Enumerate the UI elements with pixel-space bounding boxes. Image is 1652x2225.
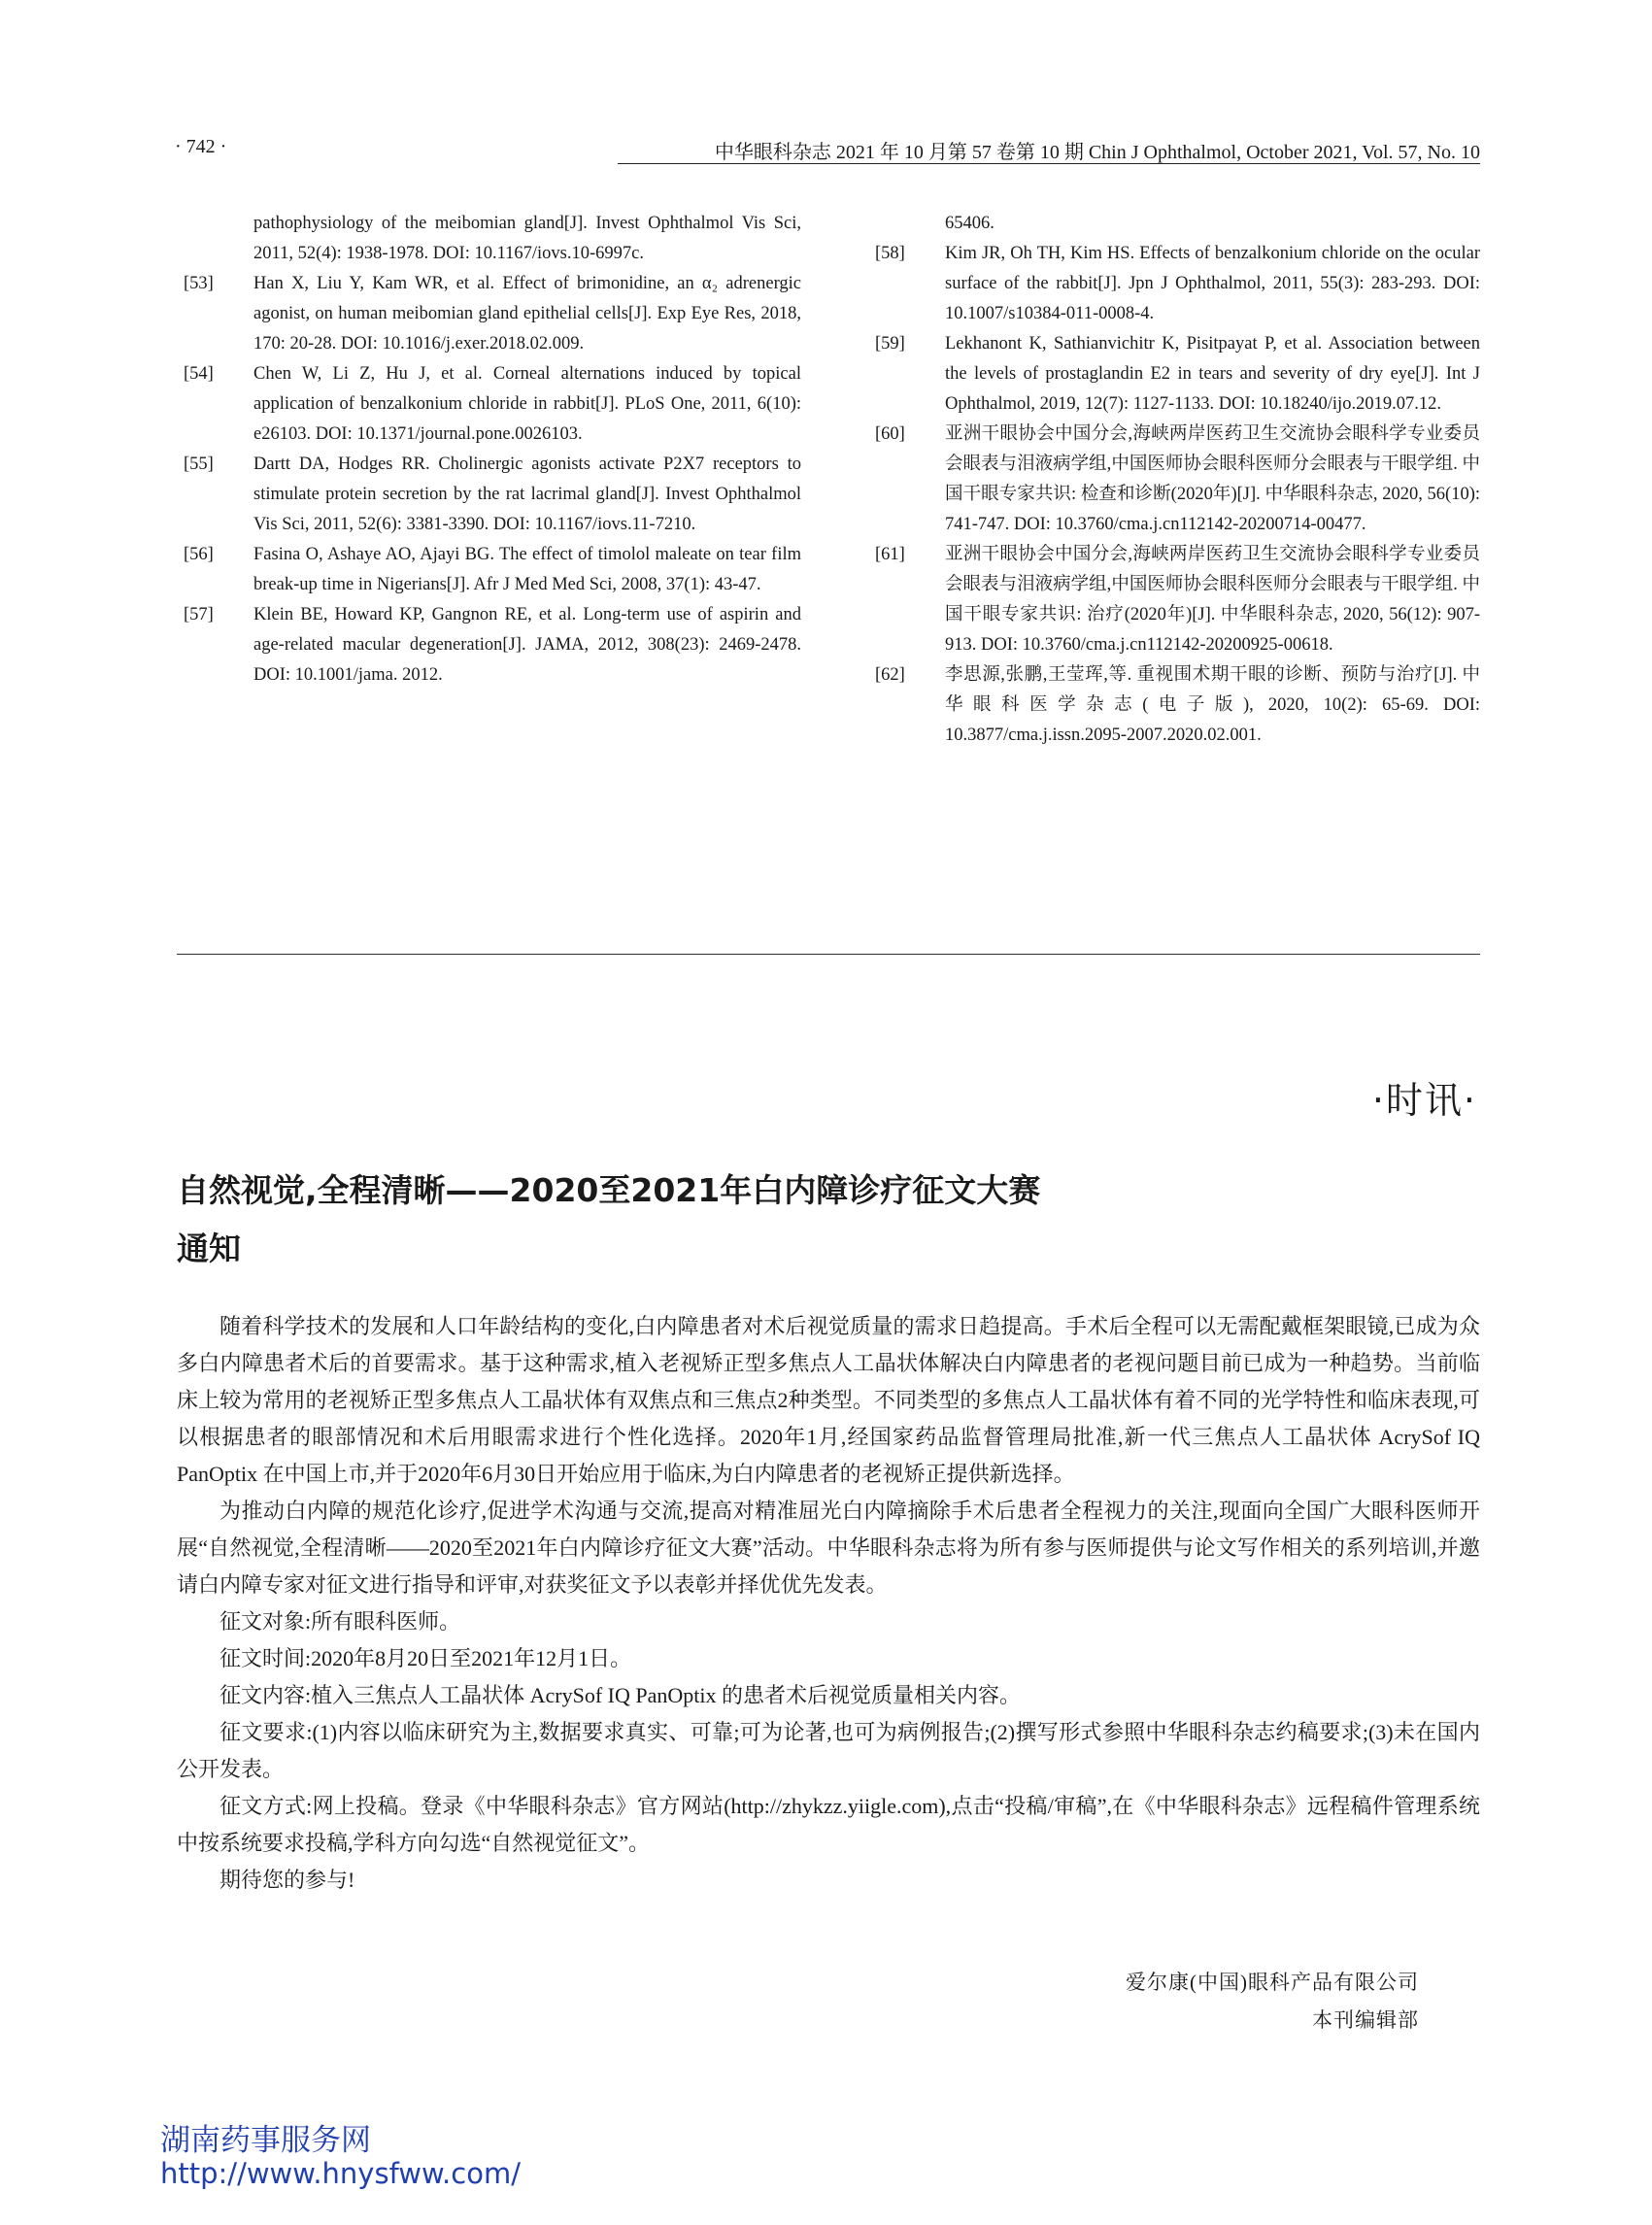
section-divider — [177, 954, 1480, 955]
header-rule — [618, 163, 1480, 164]
reference-text: Kim JR, Oh TH, Kim HS. Effects of benzalkonium chloride on the ocular surface of the rabbit[J]. Jpn J Ophthalmol, 2011, 55(3): 283-293. DOI: 10.1007/s10384-011-0008-4. — [945, 244, 1480, 323]
reference-number: [54] — [184, 364, 214, 384]
reference-text: 李思源,张鹏,王莹珲,等. 重视围术期干眼的诊断、预防与治疗[J]. 中华眼科医学杂志(电子版), 2020, 10(2): 65-69. DOI: 10.3877/cma.j.issn.2095-2007.2020.02.001. — [945, 665, 1480, 745]
reference-item — [180, 450, 801, 540]
signature-editorial: 本刊编辑部 — [1312, 2008, 1419, 2032]
reference-number: [60] — [875, 424, 905, 444]
reference-item — [180, 269, 801, 359]
watermark-url[interactable]: http://www.hnysfww.com/ — [160, 2157, 521, 2190]
reference-number: [56] — [184, 545, 214, 564]
reference-text: 亚洲干眼协会中国分会,海峡两岸医药卫生交流协会眼科学专业委员会眼表与泪液病学组,中国医师协会眼科医师分会眼表与干眼学组. 中国干眼专家共识: 检查和诊断(2020年)[J]. 中华眼科杂志, 2020, 56(10): 741-747. DOI: 10.3760/cma.j.cn112142-20200714-00477. — [945, 424, 1480, 534]
reference-text: pathophysiology of the meibomian gland[J]. Invest Ophthalmol Vis Sci, 2011, 52(4): 1938-1978. DOI: 10.1167/iovs.10-6997c. — [253, 214, 801, 263]
reference-number: [59] — [875, 334, 905, 354]
reference-item — [180, 600, 801, 691]
journal-citation: 中华眼科杂志 2021 年 10 月第 57 卷第 10 期 Chin J Ophthalmol, October 2021, Vol. 57, No. 10 — [714, 142, 1480, 163]
reference-number: [58] — [875, 244, 905, 263]
reference-number: [53] — [184, 274, 214, 293]
reference-item — [871, 239, 1480, 329]
column-tag: ·时讯· — [1371, 1079, 1477, 1122]
reference-item — [180, 359, 801, 450]
paragraph: 随着科学技术的发展和人口年龄结构的变化,白内障患者对术后视觉质量的需求日趋提高。手术后全程可以无需配戴框架眼镜,已成为众多白内障患者术后的首要需求。基于这种需求,植入老视矫正型多焦点人工晶状体解决白内障患者的老视问题目前已成为一种趋势。当前临床上较为常用的老视矫正型多焦点人工晶状体有双焦点和三焦点2种类型。不同类型的多焦点人工晶状体有着不同的光学特性和临床表现,可以根据患者的眼部情况和术后用眼需求进行个性化选择。2020年1月,经国家药品监督管理局批准,新一代三焦点人工晶状体 AcrySof IQ PanOptix 在中国上市,并于2020年6月30日开始应用于临床,为白内障患者的老视矫正提供新选择。 — [177, 1314, 1480, 1486]
paragraph: 征文方式:网上投稿。登录《中华眼科杂志》官方网站(http://zhykzz.yiigle.com),点击“投稿/审稿”,在《中华眼科杂志》远程稿件管理系统中按系统要求投稿,学科方向勾选“自然视觉征文”。 — [177, 1794, 1480, 1855]
reference-text: 65406. — [945, 214, 995, 233]
paragraph: 征文时间:2020年8月20日至2021年12月1日。 — [219, 1646, 632, 1670]
title-line-2: 通知 — [177, 1230, 241, 1267]
reference-number: [62] — [875, 665, 905, 685]
reference-text: Klein BE, Howard KP, Gangnon RE, et al. Long-term use of aspirin and age-related macular degeneration[J]. JAMA, 2012, 308(23): 2469-2478. DOI: 10.1001/jama. 2012. — [253, 605, 801, 685]
reference-text: Dartt DA, Hodges RR. Cholinergic agonists activate P2X7 receptors to stimulate protein secretion by the rat lacrimal gland[J]. Invest Ophthalmol Vis Sci, 2011, 52(6): 3381-3390. DOI: 10.1167/iovs.11-7210. — [253, 455, 801, 534]
reference-number: [61] — [875, 545, 905, 564]
reference-text: 亚洲干眼协会中国分会,海峡两岸医药卫生交流协会眼科学专业委员会眼表与泪液病学组,中国医师协会眼科医师分会眼表与干眼学组. 中国干眼专家共识: 治疗(2020年)[J]. 中华眼科杂志, 2020, 56(12): 907-913. DOI: 10.3760/cma.j.cn112142-20200925-00618. — [945, 545, 1480, 655]
running-header — [167, 136, 1480, 165]
reference-item — [871, 420, 1480, 540]
reference-text: Fasina O, Ashaye AO, Ajayi BG. The effect of timolol maleate on tear film break-up time in Nigerians[J]. Afr J Med Med Sci, 2008, 37(1): 43-47. — [253, 545, 801, 594]
signature-company: 爱尔康(中国)眼科产品有限公司 — [1126, 1971, 1419, 1994]
paragraph: 为推动白内障的规范化诊疗,促进学术沟通与交流,提高对精准屈光白内障摘除手术后患者全程视力的关注,现面向全国广大眼科医师开展“自然视觉,全程清晰——2020至2021年白内障诊疗征文大赛”活动。中华眼科杂志将为所有参与医师提供与论文写作相关的系列培训,并邀请白内障专家对征文进行指导和评审,对获奖征文予以表彰并择优优先发表。 — [177, 1499, 1480, 1597]
title-line-1: 自然视觉,全程清晰——2020至2021年白内障诊疗征文大赛 — [177, 1171, 1041, 1209]
reference-number: [55] — [184, 455, 214, 474]
reference-item — [871, 209, 1480, 239]
paragraph: 征文要求:(1)内容以临床研究为主,数据要求真实、可靠;可为论著,也可为病例报告;(2)撰写形式参照中华眼科杂志约稿要求;(3)未在国内公开发表。 — [177, 1720, 1480, 1781]
reference-item — [871, 540, 1480, 660]
reference-item — [180, 540, 801, 600]
watermark-site-name: 湖南药事服务网 — [160, 2123, 371, 2158]
reference-text: Han X, Liu Y, Kam WR, et al. Effect of brimonidine, an α₂ adrenergic agonist, on human meibomian gland epithelial cells[J]. Exp Eye Res, 2018, 170: 20-28. DOI: 10.1016/j.exer.2018.02.009. — [253, 274, 801, 354]
reference-text: Lekhanont K, Sathianvichitr K, Pisitpayat P, et al. Association between the levels of prostaglandin E2 in tears and severity of dry eye[J]. Int J Ophthalmol, 2019, 12(7): 1127-1133. DOI: 10.18240/ijo.2019.07.12. — [945, 334, 1480, 414]
references-left-column — [180, 209, 801, 691]
paragraph: 期待您的参与! — [219, 1868, 355, 1892]
references-right-column — [871, 209, 1480, 751]
page-number: · 742 · — [175, 136, 227, 157]
paragraph: 征文内容:植入三焦点人工晶状体 AcrySof IQ PanOptix 的患者术后视觉质量相关内容。 — [219, 1683, 1021, 1707]
article-title — [177, 1162, 1439, 1278]
article-body — [177, 1308, 1480, 1899]
reference-item — [871, 660, 1480, 751]
reference-text: Chen W, Li Z, Hu J, et al. Corneal alternations induced by topical application of benzalkonium chloride in rabbit[J]. PLoS One, 2011, 6(10): e26103. DOI: 10.1371/journal.pone.0026103. — [253, 364, 801, 444]
reference-item — [180, 209, 801, 269]
reference-number: [57] — [184, 605, 214, 624]
reference-item — [871, 329, 1480, 420]
paragraph: 征文对象:所有眼科医师。 — [219, 1609, 461, 1634]
